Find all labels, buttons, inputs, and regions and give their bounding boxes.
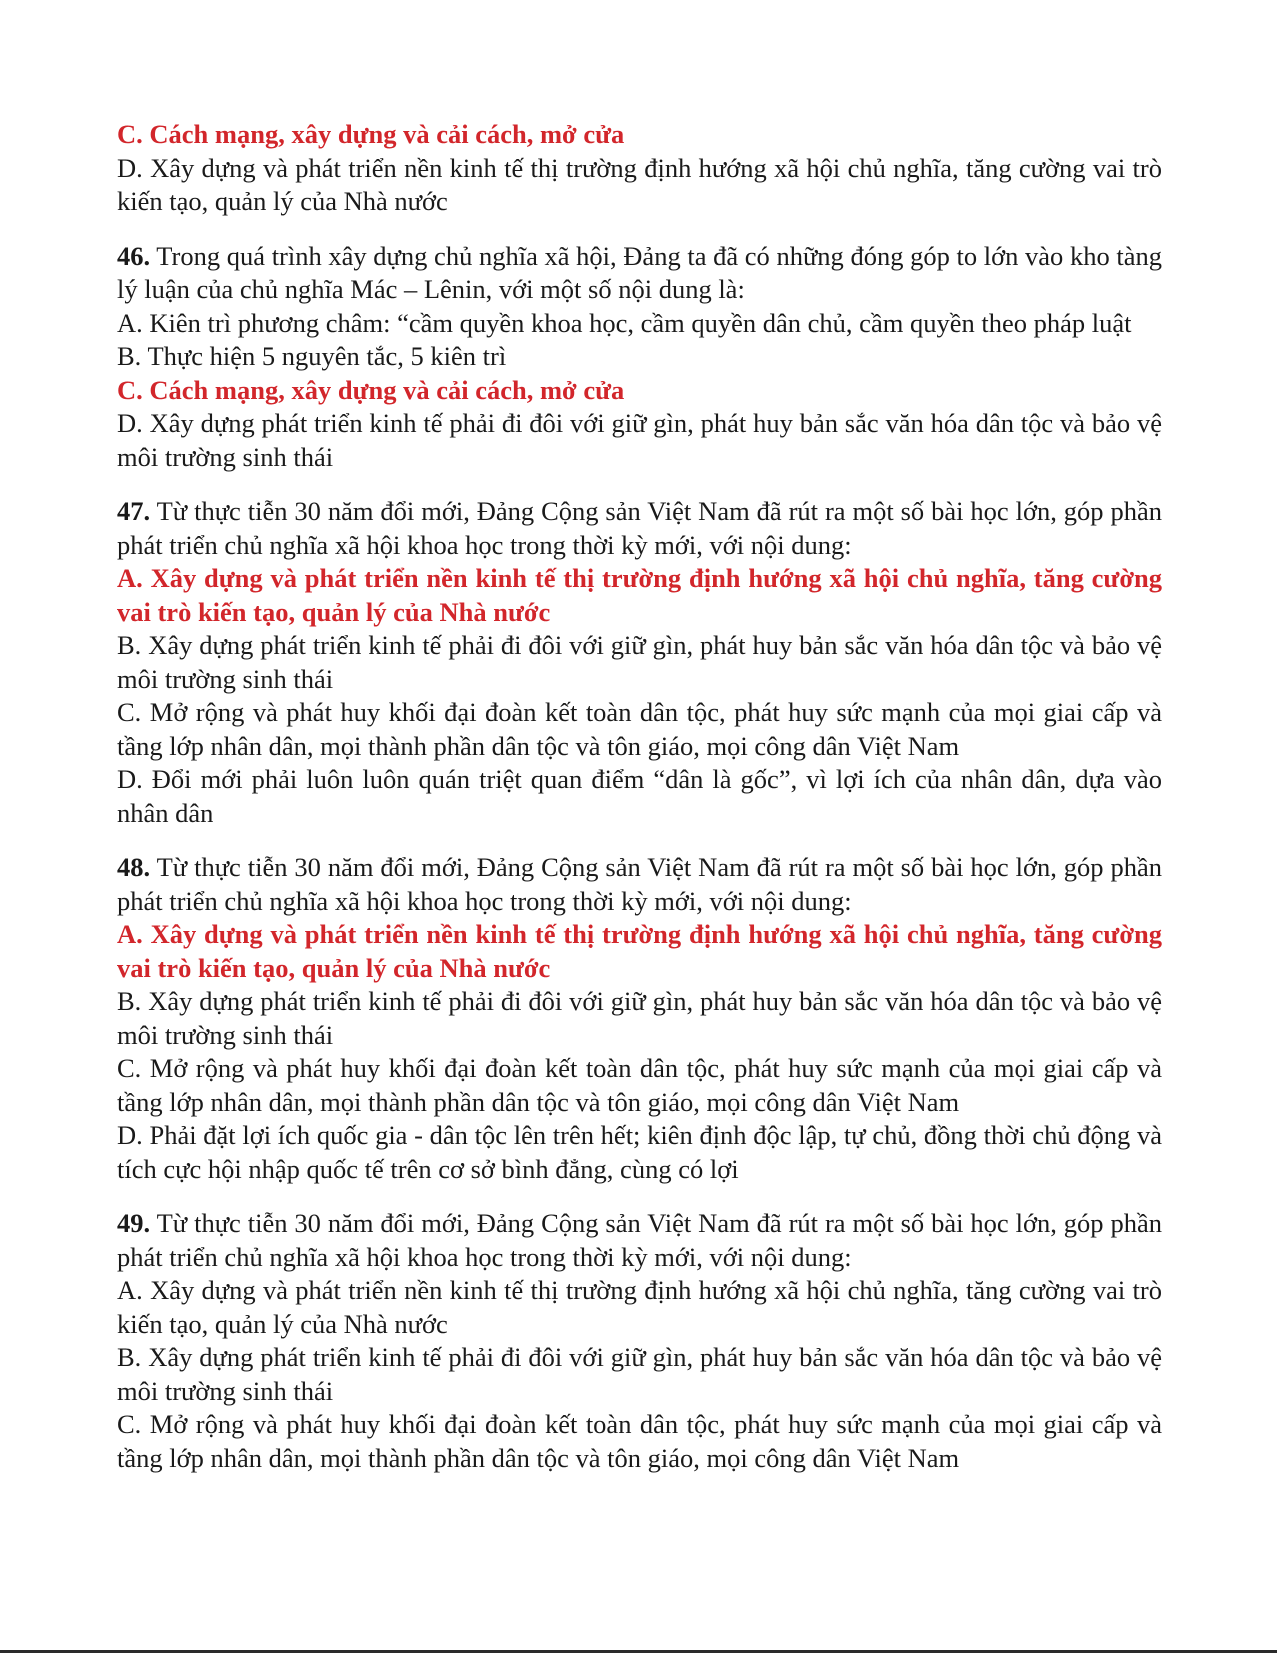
- option-c: C. Mở rộng và phát huy khối đại đoàn kết toàn dân tộc, phát huy sức mạnh của mọi giai cấp và tầng lớp nhân dân, mọi thành phần dân tộc và tôn giáo, mọi công dân Việt Nam: [117, 1409, 1162, 1473]
- option-a-correct: A. Xây dựng và phát triển nền kinh tế thị trường định hướng xã hội chủ nghĩa, tăng cường vai trò kiến tạo, quản lý của Nhà nước: [117, 563, 1162, 627]
- question-number: 48.: [117, 852, 151, 882]
- option-c-correct: C. Cách mạng, xây dựng và cải cách, mở cửa: [117, 374, 625, 405]
- spacer: [117, 474, 1162, 495]
- option-b: B. Xây dựng phát triển kinh tế phải đi đôi với giữ gìn, phát huy bản sắc văn hóa dân tộc và bảo vệ môi trường sinh thái: [117, 1342, 1162, 1406]
- question-block-46: [117, 240, 1162, 475]
- option-d: D. Đổi mới phải luôn luôn quán triệt quan điểm “dân là gốc”, vì lợi ích của nhân dân, dựa vào nhân dân: [117, 764, 1162, 828]
- question-block-prev: [117, 118, 1162, 219]
- option-b: B. Xây dựng phát triển kinh tế phải đi đôi với giữ gìn, phát huy bản sắc văn hóa dân tộc và bảo vệ môi trường sinh thái: [117, 630, 1162, 694]
- option-a-correct: A. Xây dựng và phát triển nền kinh tế thị trường định hướng xã hội chủ nghĩa, tăng cường vai trò kiến tạo, quản lý của Nhà nước: [117, 919, 1162, 983]
- option-a: A. Xây dựng và phát triển nền kinh tế thị trường định hướng xã hội chủ nghĩa, tăng cường vai trò kiến tạo, quản lý của Nhà nước: [117, 1275, 1162, 1339]
- question-47: [117, 495, 1162, 562]
- spacer: [117, 219, 1162, 240]
- option-d: D. Xây dựng và phát triển nền kinh tế thị trường định hướng xã hội chủ nghĩa, tăng cường vai trò kiến tạo, quản lý của Nhà nước: [117, 152, 1162, 216]
- question-block-47: [117, 495, 1162, 830]
- question-text: Trong quá trình xây dựng chủ nghĩa xã hội, Đảng ta đã có những đóng góp to lớn vào kho tàng lý luận của chủ nghĩa Mác – Lênin, với một số nội dung là:: [117, 240, 1162, 304]
- question-number: 46.: [117, 240, 151, 271]
- option-d: D. Xây dựng phát triển kinh tế phải đi đôi với giữ gìn, phát huy bản sắc văn hóa dân tộc và bảo vệ môi trường sinh thái: [117, 408, 1162, 472]
- option-c: C. Mở rộng và phát huy khối đại đoàn kết toàn dân tộc, phát huy sức mạnh của mọi giai cấp và tầng lớp nhân dân, mọi thành phần dân tộc và tôn giáo, mọi công dân Việt Nam: [117, 1053, 1162, 1117]
- option-a: A. Kiên trì phương châm: “cầm quyền khoa học, cầm quyền dân chủ, cầm quyền theo pháp luật: [117, 307, 1132, 338]
- question-text: Từ thực tiễn 30 năm đổi mới, Đảng Cộng sản Việt Nam đã rút ra một số bài học lớn, góp phần phát triển chủ nghĩa xã hội khoa học trong thời kỳ mới, với nội dung:: [117, 1208, 1162, 1272]
- spacer: [117, 1186, 1162, 1207]
- option-c-correct: C. Cách mạng, xây dựng và cải cách, mở cửa: [117, 119, 625, 149]
- question-46: [117, 240, 1162, 307]
- option-b: B. Xây dựng phát triển kinh tế phải đi đôi với giữ gìn, phát huy bản sắc văn hóa dân tộc và bảo vệ môi trường sinh thái: [117, 986, 1162, 1050]
- question-block-48: [117, 851, 1162, 1186]
- question-49: [117, 1207, 1162, 1274]
- question-block-49: [117, 1207, 1162, 1475]
- question-text: Từ thực tiễn 30 năm đổi mới, Đảng Cộng sản Việt Nam đã rút ra một số bài học lớn, góp phần phát triển chủ nghĩa xã hội khoa học trong thời kỳ mới, với nội dung:: [117, 852, 1162, 916]
- spacer: [117, 830, 1162, 851]
- question-number: 49.: [117, 1208, 151, 1238]
- question-48: [117, 851, 1162, 918]
- document-page: [117, 118, 1162, 1475]
- question-number: 47.: [117, 496, 151, 526]
- option-b: B. Thực hiện 5 nguyên tắc, 5 kiên trì: [117, 341, 507, 371]
- question-text: Từ thực tiễn 30 năm đổi mới, Đảng Cộng sản Việt Nam đã rút ra một số bài học lớn, góp phần phát triển chủ nghĩa xã hội khoa học trong thời kỳ mới, với nội dung:: [117, 496, 1162, 560]
- option-d: D. Phải đặt lợi ích quốc gia - dân tộc lên trên hết; kiên định độc lập, tự chủ, đồng thời chủ động và tích cực hội nhập quốc tế trên cơ sở bình đẳng, cùng có lợi: [117, 1120, 1162, 1184]
- option-c: C. Mở rộng và phát huy khối đại đoàn kết toàn dân tộc, phát huy sức mạnh của mọi giai cấp và tầng lớp nhân dân, mọi thành phần dân tộc và tôn giáo, mọi công dân Việt Nam: [117, 697, 1162, 761]
